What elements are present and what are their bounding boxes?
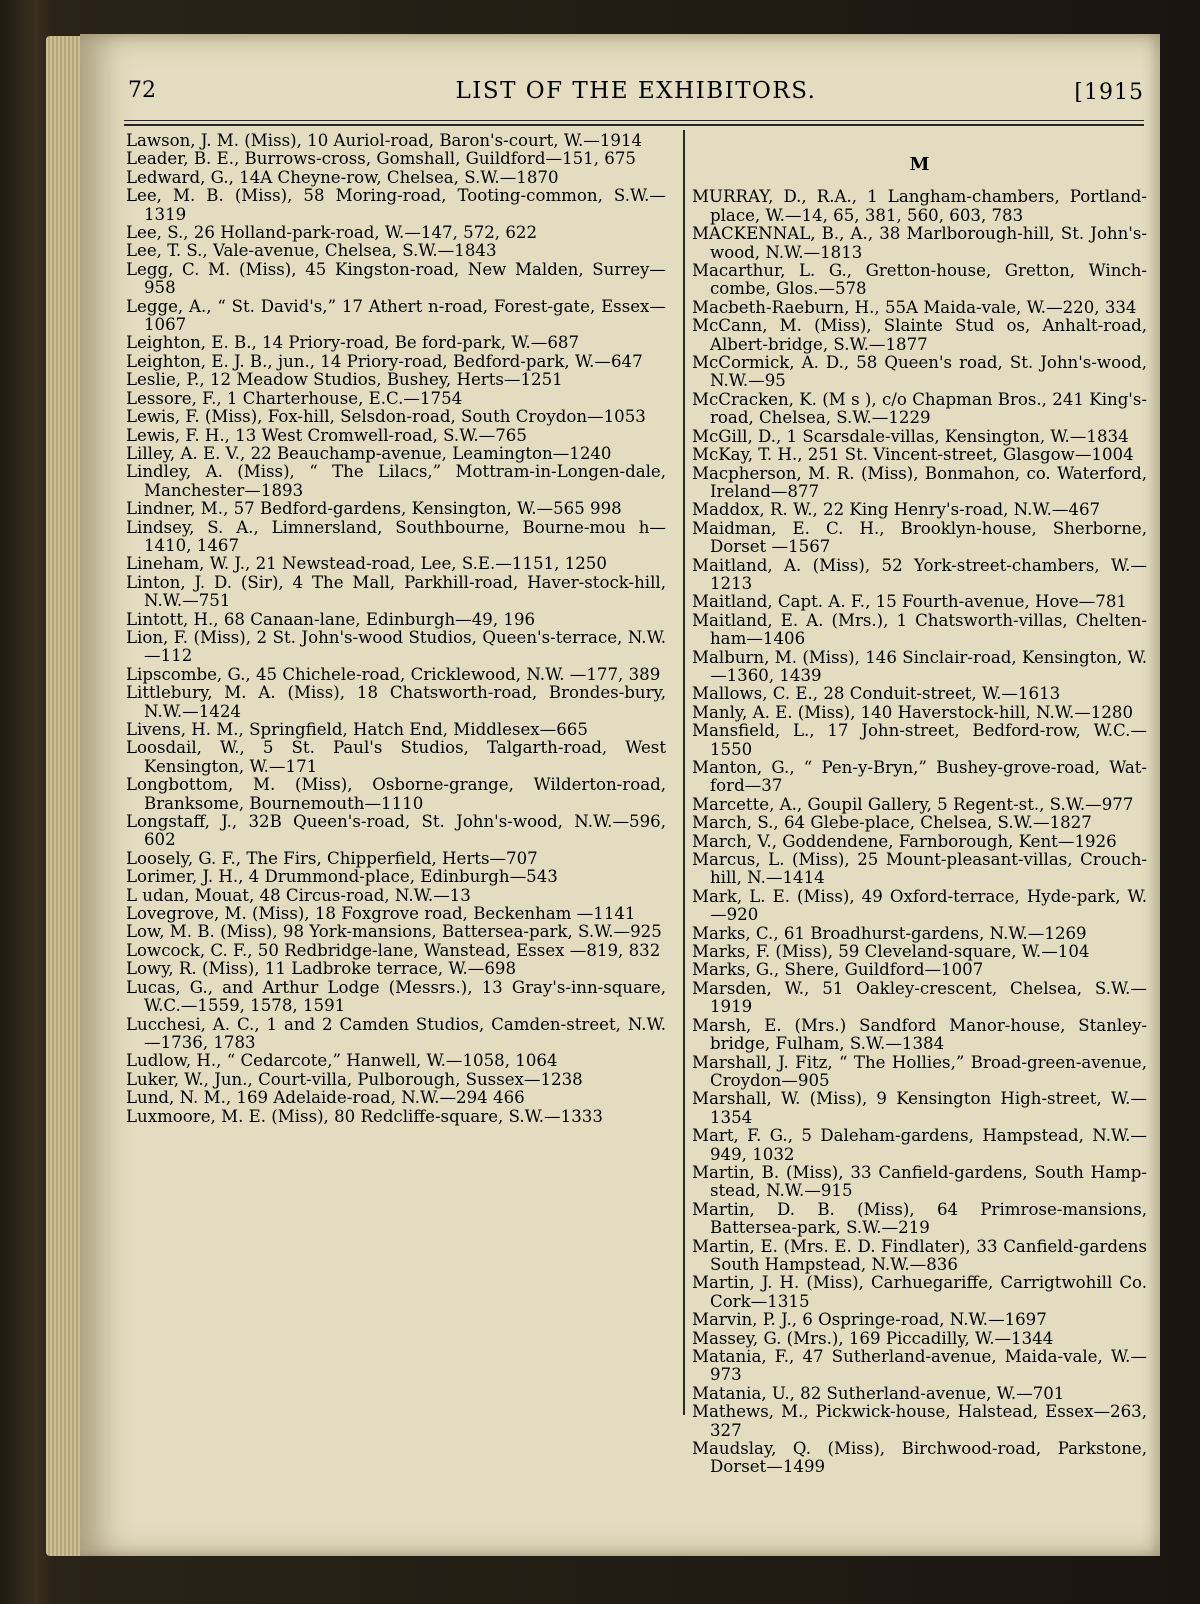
exhibitor-entry: Martin, E. (Mrs. E. D. Findlater), 33 Canfield-gardens South Hampstead, N.W.—836 [692, 1236, 1147, 1274]
exhibitor-entry: Marshall, W. (Miss), 9 Kensington High-street, W.—1354 [692, 1089, 1147, 1127]
header-rule-thin [124, 120, 1144, 121]
exhibitor-entry: Maidman, E. C. H., Brooklyn-house, Sherborne, Dorset —1567 [692, 518, 1147, 557]
exhibitor-entry: Marcus, L. (Miss), 25 Mount-pleasant-villas, Crouch-hill, N.—1414 [692, 850, 1147, 888]
exhibitor-entry: Marsh, E. (Mrs.) Sandford Manor-house, Stanley-bridge, Fulham, S.W.—1384 [692, 1015, 1147, 1054]
exhibitor-entry: Lilley, A. E. V., 22 Beauchamp-avenue, Leamington—1240 [126, 443, 612, 463]
exhibitor-entry: Lucas, G., and Arthur Lodge (Messrs.), 13 Gray's-inn-square, W.C.—1559, 1578, 1591 [126, 977, 666, 1016]
exhibitor-entry: MACKENNAL, B., A., 38 Marlborough-hill, St. John's-wood, N.W.—1813 [692, 224, 1147, 262]
exhibitor-entry: Mansfield, L., 17 John-street, Bedford-row, W.C.—1550 [692, 721, 1147, 759]
exhibitor-entry: Marks, C., 61 Broadhurst-gardens, N.W.—1269 [692, 923, 1087, 943]
exhibitor-entry: Lund, N. M., 169 Adelaide-road, N.W.—294 466 [126, 1088, 525, 1108]
exhibitor-entry: MURRAY, D., R.A., 1 Langham-chambers, Portland-place, W.—14, 65, 381, 560, 603, 783 [692, 187, 1147, 225]
exhibitor-entry: Mark, L. E. (Miss), 49 Oxford-terrace, Hyde-park, W. —920 [692, 886, 1147, 925]
exhibitor-entry: Marsden, W., 51 Oakley-crescent, Chelsea, S.W.—1919 [692, 978, 1147, 1017]
exhibitor-entry: Lawson, J. M. (Miss), 10 Auriol-road, Baron's-court, W.—1914 [126, 131, 643, 150]
exhibitor-entry: Lee, M. B. (Miss), 58 Moring-road, Tooting-common, S.W.—1319 [126, 186, 666, 224]
exhibitor-entry: Manly, A. E. (Miss), 140 Haverstock-hill, N.W.—1280 [692, 702, 1134, 722]
exhibitor-entry: Lewis, F. (Miss), Fox-hill, Selsdon-road, South Croydon—1053 [126, 407, 646, 427]
exhibitor-entry: Luker, W., Jun., Court-villa, Pulborough, Sussex—1238 [126, 1069, 583, 1089]
exhibitor-entry: Macpherson, M. R. (Miss), Bonmahon, co. Waterford, Ireland—877 [692, 463, 1147, 501]
exhibitor-entry: Matania, F., 47 Sutherland-avenue, Maida-vale, W.—973 [692, 1347, 1147, 1385]
exhibitor-entry: Martin, J. H. (Miss), Carhuegariffe, Carrigtwohill Co. Cork—1315 [692, 1273, 1147, 1311]
exhibitor-entry: Matania, U., 82 Sutherland-avenue, W.—701 [692, 1383, 1065, 1403]
exhibitor-entry: Maitland, Capt. A. F., 15 Fourth-avenue, Hove—781 [692, 592, 1127, 612]
exhibitor-entry: March, S., 64 Glebe-place, Chelsea, S.W.—1827 [692, 813, 1092, 833]
exhibitor-entry: Lipscombe, G., 45 Chichele-road, Cricklewood, N.W. —177, 389 [126, 664, 661, 684]
left-column [126, 132, 666, 1126]
exhibitor-entry: McCormick, A. D., 58 Queen's road, St. John's-wood, N.W.—95 [692, 353, 1147, 391]
exhibitor-entry: Ledward, G., 14A Cheyne-row, Chelsea, S.W.—1870 [126, 167, 559, 187]
exhibitor-entry: Leighton, E. B., 14 Priory-road, Be ford-park, W.—687 [126, 333, 580, 353]
exhibitor-entry: Marks, G., Shere, Guildford—1007 [692, 960, 984, 980]
exhibitor-entry: Manton, G., “ Pen-y-Bryn,” Bushey-grove-road, Wat-ford—37 [692, 758, 1147, 796]
exhibitor-entry: Lee, T. S., Vale-avenue, Chelsea, S.W.—1843 [126, 241, 497, 261]
exhibitor-entry: Maitland, E. A. (Mrs.), 1 Chatsworth-villas, Chelten-ham—1406 [692, 610, 1147, 649]
exhibitor-entry: Lion, F. (Miss), 2 St. John's-wood Studios, Queen's-terrace, N.W.—112 [126, 627, 666, 666]
exhibitor-entry: Luxmoore, M. E. (Miss), 80 Redcliffe-square, S.W.—1333 [126, 1106, 603, 1126]
exhibitor-entry: Lee, S., 26 Holland-park-road, W.—147, 572, 622 [126, 223, 538, 243]
exhibitor-entry: Maitland, A. (Miss), 52 York-street-chambers, W.—1213 [692, 555, 1147, 593]
column-divider [683, 130, 685, 1415]
exhibitor-entry: Lindley, A. (Miss), “ The Lilacs,” Mottram-in-Longen-dale, Manchester—1893 [126, 462, 666, 500]
exhibitor-entry: Lintott, H., 68 Canaan-lane, Edinburgh—49, 196 [126, 609, 536, 629]
exhibitor-entry: Lucchesi, A. C., 1 and 2 Camden Studios, Camden-street, N.W.—1736, 1783 [126, 1014, 666, 1052]
exhibitor-entry: Lindsey, S. A., Limnersland, Southbourne, Bourne-mou h—1410, 1467 [126, 517, 666, 555]
exhibitor-entry: Maddox, R. W., 22 King Henry's-road, N.W.—467 [692, 500, 1101, 520]
exhibitor-entry: McGill, D., 1 Scarsdale-villas, Kensington, W.—1834 [692, 426, 1129, 446]
exhibitor-entry: McKay, T. H., 251 St. Vincent-street, Glasgow—1004 [692, 445, 1134, 465]
exhibitor-entry: Marshall, J. Fitz, “ The Hollies,” Broad-green-avenue, Croydon—905 [692, 1052, 1147, 1090]
year-label: [1915 [1074, 80, 1144, 105]
page-header [128, 42, 1144, 105]
exhibitor-entry: Lindner, M., 57 Bedford-gardens, Kensington, W.—565 998 [126, 499, 622, 519]
exhibitor-entry: Mart, F. G., 5 Daleham-gardens, Hampstead, N.W.—949, 1032 [692, 1126, 1147, 1164]
exhibitor-entry: Legg, C. M. (Miss), 45 Kingston-road, New Malden, Surrey—958 [126, 259, 666, 298]
exhibitor-entry: Martin, B. (Miss), 33 Canfield-gardens, South Hamp-stead, N.W.—915 [692, 1162, 1147, 1201]
exhibitor-entry: Lowcock, C. F., 50 Redbridge-lane, Wanstead, Essex —819, 832 [126, 940, 661, 960]
exhibitor-entry: Leighton, E. J. B., jun., 14 Priory-road, Bedford-park, W.—647 [126, 351, 643, 371]
exhibitor-entry: March, V., Goddendene, Farnborough, Kent—1926 [692, 831, 1117, 851]
exhibitor-entry: Mathews, M., Pickwick-house, Halstead, Essex—263, 327 [692, 1402, 1147, 1440]
section-heading-m: M [909, 154, 930, 175]
exhibitor-entry: Malburn, M. (Miss), 146 Sinclair-road, Kensington, W. —1360, 1439 [692, 647, 1147, 685]
exhibitor-entry: Longbottom, M. (Miss), Osborne-grange, Wilderton-road, Branksome, Bournemouth—1110 [126, 775, 666, 813]
exhibitor-entry: Loosely, G. F., The Firs, Chipperfield, Herts—707 [126, 848, 538, 868]
exhibitor-entry: Littlebury, M. A. (Miss), 18 Chatsworth-road, Brondes-bury, N.W.—1424 [126, 683, 666, 721]
exhibitor-entry: Lewis, F. H., 13 West Cromwell-road, S.W.—765 [126, 425, 527, 445]
exhibitor-entry: Leader, B. E., Burrows-cross, Gomshall, Guildford—151, 675 [126, 149, 636, 169]
exhibitor-entry: L udan, Mouat, 48 Circus-road, N.W.—13 [126, 885, 471, 905]
exhibitor-entry: Martin, D. B. (Miss), 64 Primrose-mansions, Battersea-park, S.W.—219 [692, 1199, 1147, 1238]
exhibitor-entry: Longstaff, J., 32B Queen's-road, St. John's-wood, N.W.—596, 602 [126, 812, 666, 850]
exhibitor-entry: Linton, J. D. (Sir), 4 The Mall, Parkhill-road, Haver-stock-hill, N.W.—751 [126, 572, 666, 611]
exhibitor-entry: Low, M. B. (Miss), 98 York-mansions, Battersea-park, S.W.—925 [126, 922, 662, 942]
exhibitor-entry: McCracken, K. (M s ), c/o Chapman Bros., 241 King's-road, Chelsea, S.W.—1229 [692, 389, 1147, 428]
exhibitor-entry: Leslie, P., 12 Meadow Studios, Bushey, Herts—1251 [126, 370, 563, 390]
exhibitor-entry: Marvin, P. J., 6 Ospringe-road, N.W.—1697 [692, 1310, 1047, 1330]
right-column [692, 132, 1147, 1477]
exhibitor-entry: Maudslay, Q. (Miss), Birchwood-road, Parkstone, Dorset—1499 [692, 1439, 1147, 1477]
exhibitor-entry: Lovegrove, M. (Miss), 18 Foxgrove road, Beckenham —1141 [126, 904, 636, 924]
header-rule-thick [124, 124, 1144, 126]
exhibitor-entry: Legge, A., “ St. David's,” 17 Athert n-road, Forest-gate, Essex—1067 [126, 296, 666, 335]
exhibitor-entry: McCann, M. (Miss), Slainte Stud os, Anhalt-road, Albert-bridge, S.W.—1877 [692, 316, 1147, 354]
exhibitor-entry: Lessore, F., 1 Charterhouse, E.C.—1754 [126, 388, 463, 408]
exhibitor-entry: Ludlow, H., “ Cedarcote,” Hanwell, W.—1058, 1064 [126, 1051, 558, 1071]
exhibitor-entry: Mallows, C. E., 28 Conduit-street, W.—1613 [692, 684, 1061, 704]
exhibitor-entry: Lineham, W. J., 21 Newstead-road, Lee, S.E.—1151, 1250 [126, 554, 607, 574]
exhibitor-entry: Macbeth-Raeburn, H., 55A Maida-vale, W.—220, 334 [692, 297, 1137, 317]
page-number: 72 [128, 78, 156, 103]
exhibitor-entry: Macarthur, L. G., Gretton-house, Gretton, Winch-combe, Glos.—578 [692, 261, 1147, 299]
running-title: LIST OF THE EXHIBITORS. [455, 78, 817, 104]
exhibitor-entry: Livens, H. M., Springfield, Hatch End, Middlesex—665 [126, 720, 588, 739]
exhibitor-entry: Loosdail, W., 5 St. Paul's Studios, Talgarth-road, West Kensington, W.—171 [126, 738, 666, 776]
exhibitor-entry: Lorimer, J. H., 4 Drummond-place, Edinburgh—543 [126, 867, 558, 887]
exhibitor-entry: Marks, F. (Miss), 59 Cleveland-square, W.—104 [692, 942, 1090, 962]
exhibitor-entry: Marcette, A., Goupil Gallery, 5 Regent-st., S.W.—977 [692, 794, 1134, 814]
exhibitor-entry: Lowy, R. (Miss), 11 Ladbroke terrace, W.—698 [126, 959, 517, 979]
exhibitor-entry: Massey, G. (Mrs.), 169 Piccadilly, W.—1344 [692, 1328, 1054, 1348]
